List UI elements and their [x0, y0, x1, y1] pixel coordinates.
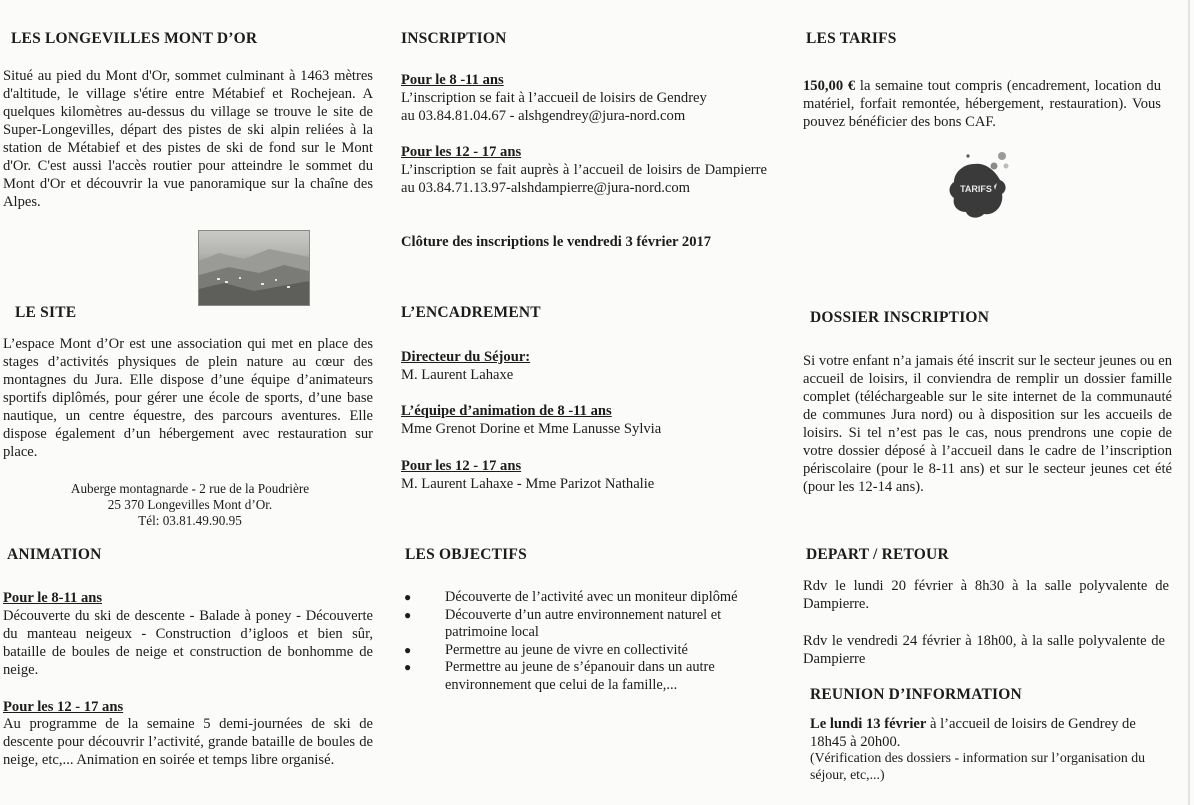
depart-line2: Rdv le vendredi 24 février à 18h00, à la salle polyvalente de Dampierre [803, 633, 1165, 667]
list-item: ● Permettre au jeune de vivre en collectivité [404, 641, 688, 658]
bullet-icon: ● [404, 660, 412, 674]
dossier-text: Si votre enfant n’a jamais été inscrit sur le secteur jeunes ou en accueil de loisirs, il conviendra de remplir un dossier famille complet (téléchargeable sur le site internet de la communauté de communes Jura nord) ou à disposition sur les accueils de loisirs. Si tel n’est pas le cas, nous prendrons une copie de votre dossier déposé à l’accueil dans le cadre de l’inscription périscolaire (pour le 8-11 ans) et sur le secteur jeunes cet été (pour les 12-14 ans). [803, 353, 1172, 495]
animation-group1-title: Pour le 8-11 ans [3, 590, 103, 606]
price: 150,00 € [803, 78, 856, 94]
list-item: ● Découverte d’un autre environnement naturel et patrimoine local [404, 606, 722, 640]
heading-dossier: DOSSIER INSCRIPTION [810, 309, 990, 326]
inscription-group1-title: Pour le 8 -11 ans [401, 72, 504, 88]
director-title: Directeur du Séjour: [401, 349, 531, 365]
site-address [3, 481, 377, 529]
heading-inscription: INSCRIPTION [401, 30, 507, 47]
list-item: ● Permettre au jeune de s’épanouir dans un autre environnement que celui de la famille,... [404, 659, 715, 693]
tarifs-text: 150,00 € la semaine tout compris (encadrement, location du matériel, forfait remontée, hébergement, restauration). Vous pouvez bénéficier des bons CAF. [803, 78, 1162, 130]
animation-group1-text: Découverte du ski de descente - Balade à poney - Découverte du manteau neigeux - Construction d’igloos et bien sûr, bataille de boules de neige et construction de bonhomme de neige. [3, 608, 373, 678]
site-text: L’espace Mont d’Or est une association qui met en place des stages d’activités physiques de plein nature au cœur des montagnes du Jura. Elle dispose d’une équipe d’animateurs sportifs diplômés, pour gérer une école de sports, d’une base nautique, un centre équestre, des parcours aventures. Elle dispose également d’un hébergement avec restauration sur place. [3, 336, 373, 460]
bullet-icon: ● [404, 607, 412, 622]
depart-line1: Rdv le lundi 20 février à 8h30 à la salle polyvalente de Dampierre. [803, 578, 1169, 612]
inscription-group1-line1: L’inscription se fait à l’accueil de loisirs de Gendrey [401, 90, 707, 106]
inscription-group1-line2: au 03.84.81.04.67 - alshgendrey@jura-nord.com [401, 108, 686, 124]
reunion-note: (Vérification des dossiers - information sur l’organisation du séjour, etc,...) [810, 750, 1146, 782]
tarifs-logo [944, 150, 1014, 222]
heading-reunion: REUNION D’INFORMATION [810, 686, 1022, 703]
team-names: Mme Grenot Dorine et Mme Lanusse Sylvia [401, 421, 662, 437]
inscription-group2-text: L’inscription se fait auprès à l’accueil de loisirs de Dampierre au 03.84.71.13.97-alshdampierre@jura-nord.com [401, 162, 767, 196]
heading-site: LE SITE [15, 304, 77, 321]
address-line: Tél: 03.81.49.90.95 [138, 513, 242, 528]
village-landscape-photo [198, 230, 310, 306]
animation-group2-title: Pour les 12 - 17 ans [3, 699, 124, 715]
heading-encadrement: L’ENCADREMENT [401, 304, 541, 321]
team-title: L’équipe d’animation de 8 -11 ans [401, 403, 612, 419]
director-name: M. Laurent Lahaxe [401, 367, 514, 383]
encadrement-group2-names: M. Laurent Lahaxe - Mme Parizot Nathalie [401, 476, 655, 492]
right-edge-rule [1188, 0, 1190, 805]
bullet-icon: ● [404, 642, 412, 657]
heading-tarifs: LES TARIFS [806, 30, 897, 47]
address-line: Auberge montagnarde - 2 rue de la Poudrière [70, 481, 310, 496]
longevilles-text: Situé au pied du Mont d'Or, sommet culminant à 1463 mètres d'altitude, le village s'étire entre Métabief et Rochejean. A quelques kilomètres au-dessus du village se trouve le site de Super-Longevilles, départ des pistes de ski alpin reliées à la station de Métabief et des pistes de ski de fond sur le Mont d'Or. C'est aussi l'accès routier pour atteindre le sommet du Mont d'Or et découvrir la vue panoramique sur la chaîne des Alpes. [3, 68, 373, 210]
heading-animation: ANIMATION [7, 546, 102, 563]
bullet-icon: ● [404, 590, 412, 604]
reunion-text: Le lundi 13 février à l’accueil de loisirs de Gendrey de 18h45 à 20h00. [810, 716, 1136, 750]
tarifs-logo-text: TARIFS [960, 184, 992, 194]
reunion-date: Le lundi 13 février [810, 716, 927, 732]
heading-longevilles: LES LONGEVILLES MONT D’OR [11, 30, 258, 47]
inscription-closing: Clôture des inscriptions le vendredi 3 février 2017 [401, 234, 712, 250]
heading-objectifs: LES OBJECTIFS [405, 546, 527, 563]
encadrement-group2-title: Pour les 12 - 17 ans [401, 458, 522, 474]
inscription-group2-title: Pour les 12 - 17 ans [401, 144, 522, 160]
heading-depart-retour: DEPART / RETOUR [806, 546, 949, 563]
objectives-list [401, 589, 761, 694]
address-line: 25 370 Longevilles Mont d’Or. [107, 497, 273, 512]
list-item: ● Découverte de l’activité avec un moniteur diplômé [404, 589, 738, 605]
animation-group2-text: Au programme de la semaine 5 demi-journées de ski de descente pour découvrir l’activité, grande bataille de boules de neige, etc,... Animation en soirée et temps libre organisé. [3, 716, 373, 768]
